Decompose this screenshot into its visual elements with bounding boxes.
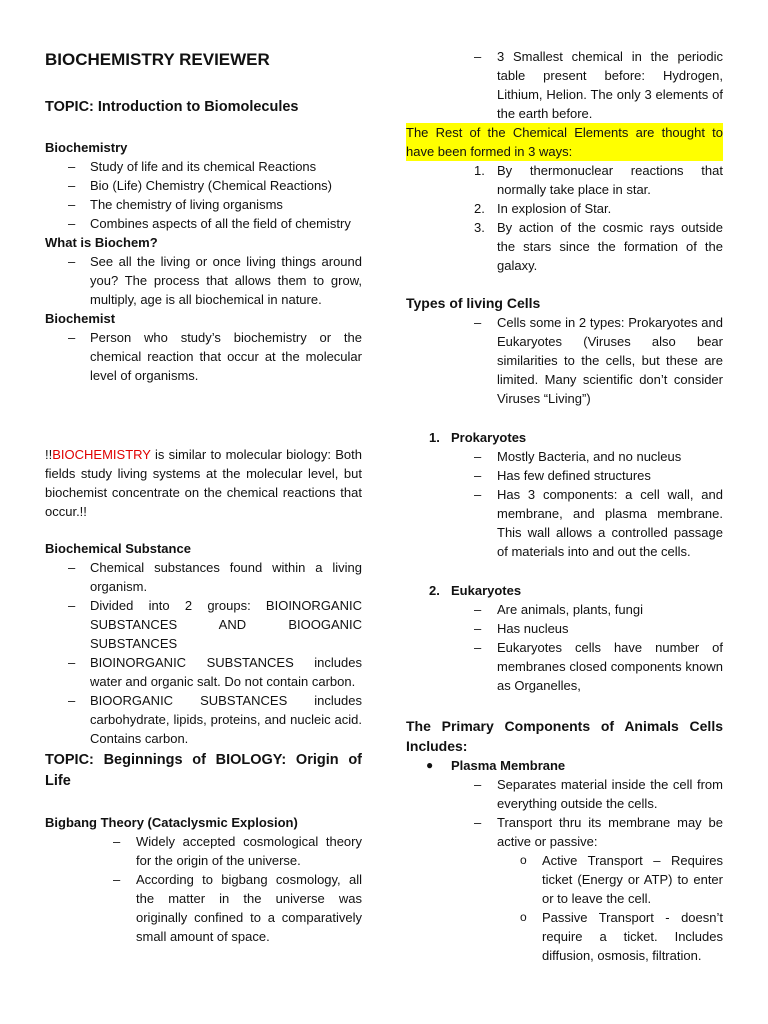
list-item: – The chemistry of living organisms (45, 195, 362, 214)
topic-heading-2: TOPIC: Beginnings of BIOLOGY: Origin of Life (45, 752, 362, 789)
list-item: – See all the living or once living things around you? The process that allows them to grow, multiply, age is all biochemical in nature. (45, 252, 362, 309)
list-item: – BIOORGANIC SUBSTANCES includes carbohydrate, lipids, proteins, and nucleic acid. Contains carbon. (45, 691, 362, 748)
list-item: – According to bigbang cosmology, all the matter in the universe was originally confined to a comparatively small amount of space. (45, 870, 362, 946)
numbered-item (406, 218, 723, 275)
list-item: – Separates material inside the cell from everything outside the cells. (406, 775, 723, 813)
list-item: – Mostly Bacteria, and no nucleus (406, 447, 723, 466)
list-item: – Has 3 components: a cell wall, and membrane, and plasma membrane. This wall allows a controlled passage of materials into and out the cells. (406, 485, 723, 561)
list-item: – Person who study’s biochemistry or the chemical reaction that occur at the molecular level of organisms. (45, 328, 362, 385)
list-item: – BIOINORGANIC SUBSTANCES includes water and organic salt. Do not contain carbon. (45, 653, 362, 691)
list-item: – Study of life and its chemical Reactions (45, 157, 362, 176)
item-number: 2. (474, 201, 485, 216)
section-heading: The Primary Components of Animals Cells Includes: (406, 718, 723, 754)
section-heading: Biochemical Substance (45, 541, 191, 556)
note-prefix: !! (45, 447, 53, 462)
list-item: – Are animals, plants, fungi (406, 600, 723, 619)
section-bigbang (45, 813, 362, 946)
section-elements-formation (406, 123, 723, 275)
sub-list-item: o Active Transport – Requires ticket (Energy or ATP) to enter or to leave the cell. (406, 851, 723, 908)
section-types-of-cells (406, 294, 723, 408)
heading-number: 1. (429, 430, 440, 445)
sub-list-item: o Passive Transport - doesn’t require a ticket. Includes diffusion, osmosis, filtration. (406, 908, 723, 965)
note-text: is similar to molecular biology: Both fields study living systems at the molecular level, but biochemist concentrate on the chemical reactions that occur.!! (45, 447, 362, 519)
item-text: By action of the cosmic rays outside the stars since the formation of the galaxy. (497, 220, 723, 273)
section-heading: Biochemistry (45, 140, 128, 155)
section-prokaryotes (406, 428, 723, 561)
list-item: – Has few defined structures (406, 466, 723, 485)
numbered-heading (406, 428, 723, 447)
item-text: In explosion of Star. (497, 201, 612, 216)
list-item: – Eukaryotes cells have number of membranes closed components known as Organelles, (406, 638, 723, 695)
list-item: – Widely accepted cosmological theory for the origin of the universe. (45, 832, 362, 870)
highlighted-text: The Rest of the Chemical Elements are thought to have been formed in 3 ways: (406, 125, 723, 159)
note-paragraph (45, 445, 362, 521)
section-eukaryotes (406, 581, 723, 695)
heading-number: 2. (429, 583, 440, 598)
item-number: 1. (474, 163, 485, 178)
numbered-heading (406, 581, 723, 600)
section-biochemical-substance (45, 539, 362, 748)
list-item: – Cells some in 2 types: Prokaryotes and Eukaryotes (Viruses also bear similarities to the cells, but these are limited. Many scientific don’t consider Viruses “Living”) (406, 313, 723, 408)
list-item: – 3 Smallest chemical in the periodic table present before: Hydrogen, Lithium, Helion. The only 3 elements of the earth before. (406, 47, 723, 123)
section-heading: Types of living Cells (406, 295, 541, 311)
list-item: – Has nucleus (406, 619, 723, 638)
numbered-item (406, 199, 723, 218)
list-item: – Transport thru its membrane may be active or passive: (406, 813, 723, 851)
list-item: – Bio (Life) Chemistry (Chemical Reactions) (45, 176, 362, 195)
section-heading: Bigbang Theory (Cataclysmic Explosion) (45, 815, 298, 830)
heading-text: Eukaryotes (451, 583, 522, 598)
item-number: 3. (474, 220, 485, 235)
section-smallest-elements (406, 47, 723, 123)
section-primary-components (406, 716, 723, 965)
bullet-heading (406, 756, 723, 775)
heading-text: Prokaryotes (451, 430, 527, 445)
bullet-icon: ● (426, 758, 434, 772)
document-title: BIOCHEMISTRY REVIEWER (45, 50, 270, 69)
section-heading: Biochemist (45, 311, 116, 326)
numbered-item (406, 161, 723, 199)
list-item: – Combines aspects of all the field of chemistry (45, 214, 362, 233)
topic-heading-1: TOPIC: Introduction to Biomolecules (45, 99, 299, 115)
list-item: – Chemical substances found within a living organism. (45, 558, 362, 596)
section-heading: What is Biochem? (45, 235, 158, 250)
section-biochemistry (45, 138, 362, 385)
item-text: By thermonuclear reactions that normally take place in star. (497, 163, 723, 197)
note-keyword: BIOCHEMISTRY (52, 447, 151, 462)
list-item: – Divided into 2 groups: BIOINORGANIC SUBSTANCES AND BIOOGANIC SUBSTANCES (45, 596, 362, 653)
bullet-text: Plasma Membrane (451, 758, 566, 773)
